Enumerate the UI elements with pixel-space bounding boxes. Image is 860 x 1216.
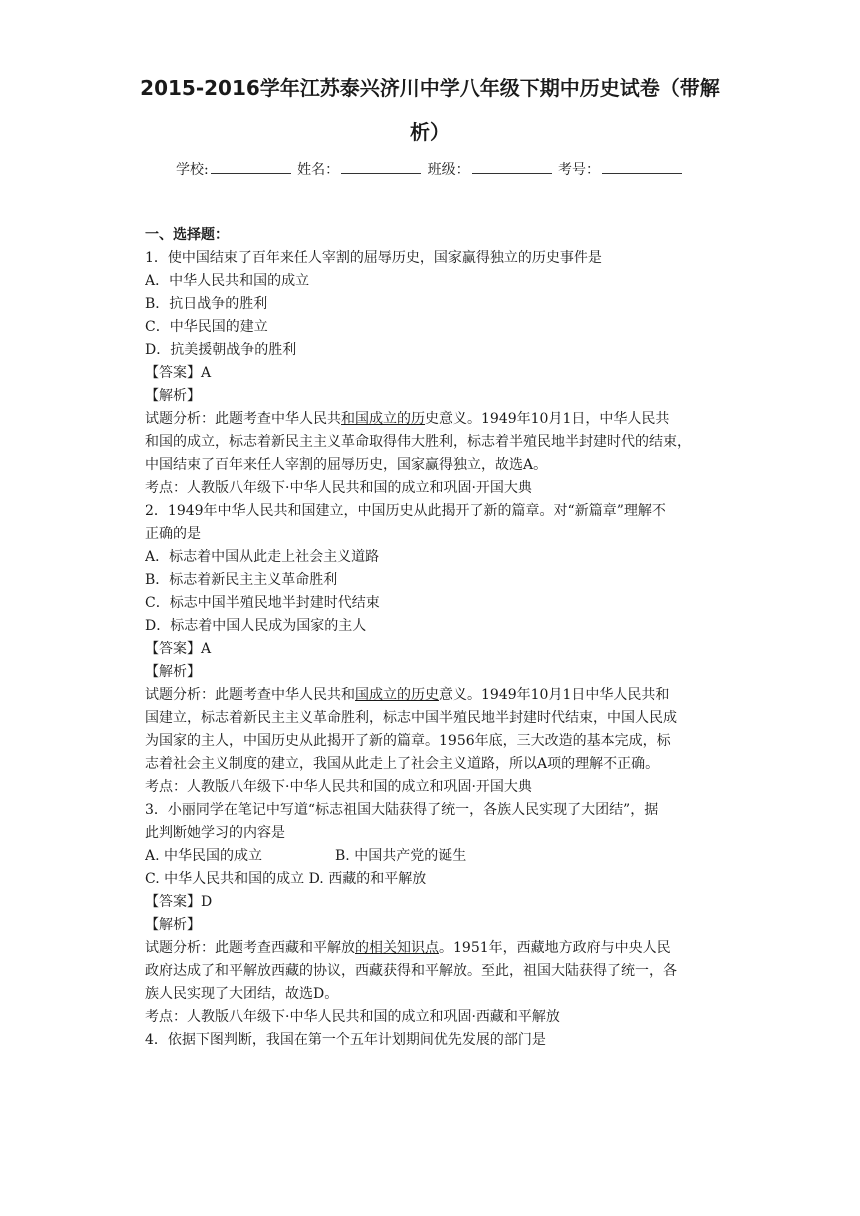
- q1-analysis-label: 【解析】: [145, 388, 201, 404]
- q2-stem-line-2: 正确的是: [145, 526, 201, 542]
- q1-answer: 【答案】A: [145, 365, 212, 381]
- q2-option-d: D．标志着中国人民成为国家的主人: [145, 618, 367, 634]
- q1-analysis-link[interactable]: 和国成立的历: [341, 411, 425, 427]
- q3-options-row-2: [145, 868, 725, 891]
- q3-analysis-line-2: 政府达成了和平解放西藏的协议，西藏获得和平解放。至此，祖国大陆获得了统一，各: [145, 963, 677, 979]
- q3-option-c: C. 中华人民共和国的成立: [145, 871, 305, 887]
- q1-analysis-text: 史意义。1949年10月1日，中华人民共: [425, 411, 670, 427]
- name-blank: [341, 159, 421, 174]
- q2-analysis-link[interactable]: 国成立的历史: [355, 687, 439, 703]
- q3-option-a: A. 中华民国的成立: [145, 848, 263, 864]
- q3-analysis-text: 试题分析：此题考查西藏和平解放: [145, 940, 355, 956]
- q2-analysis-text: 试题分析：此题考查中华人民共和: [145, 687, 355, 703]
- q2-analysis-text: 意义。1949年10月1日中华人民共和: [439, 687, 670, 703]
- q2-analysis-line-3: 为国家的主人，中国历史从此揭开了新的篇章。1956年底，三大改造的基本完成，标: [145, 733, 671, 749]
- q3-option-b: B. 中国共产党的诞生: [335, 848, 467, 864]
- q2-option-c: C．标志中国半殖民地半封建时代结束: [145, 595, 380, 611]
- section-heading: 一、选择题：: [145, 227, 229, 243]
- q2-point: 考点：人教版八年级下·中华人民共和国的成立和巩固·开国大典: [145, 779, 532, 795]
- q3-analysis-text: 。1951年，西藏地方政府与中央人民: [439, 940, 671, 956]
- q1-analysis-line-3: 中国结束了百年来任人宰割的屈辱历史，国家赢得独立，故选A。: [145, 457, 548, 473]
- q3-analysis-link[interactable]: 的相关知识点: [355, 940, 439, 956]
- class-blank: [472, 159, 552, 174]
- name-label: 姓名：: [297, 162, 340, 178]
- q1-option-b: B．抗日战争的胜利: [145, 296, 268, 312]
- q1-point: 考点：人教版八年级下·中华人民共和国的成立和巩固·开国大典: [145, 480, 532, 496]
- exam-number-blank: [602, 159, 682, 174]
- q3-answer: 【答案】D: [145, 894, 213, 910]
- q2-option-b: B．标志着新民主主义革命胜利: [145, 572, 338, 588]
- q2-option-a: A．标志着中国从此走上社会主义道路: [145, 549, 380, 565]
- q2-analysis-line-4: 志着社会主义制度的建立，我国从此走上了社会主义道路，所以A项的理解不正确。: [145, 756, 660, 772]
- class-label: 班级：: [427, 162, 470, 178]
- q1-stem: 1．使中国结束了百年来任人宰割的屈辱历史，国家赢得独立的历史事件是: [145, 250, 602, 266]
- school-blank: [211, 159, 291, 174]
- exam-number-label: 考号：: [558, 162, 601, 178]
- q1-analysis-line-1: [145, 408, 725, 431]
- document-title-line-1: 2015-2016学年江苏泰兴济川中学八年级下期中历史试卷（带解: [140, 76, 720, 100]
- document-body: [145, 224, 725, 1052]
- q3-point: 考点：人教版八年级下·中华人民共和国的成立和巩固·西藏和平解放: [145, 1009, 560, 1025]
- school-label: 学校:: [175, 162, 209, 178]
- q4-stem: 4．依据下图判断，我国在第一个五年计划期间优先发展的部门是: [145, 1032, 546, 1048]
- document-title-line-2: 析）: [410, 120, 450, 144]
- student-info-row: [0, 158, 860, 182]
- q3-analysis-line-1: [145, 937, 725, 960]
- q3-options-row-1: [145, 845, 725, 868]
- q2-answer: 【答案】A: [145, 641, 212, 657]
- q3-analysis-line-3: 族人民实现了大团结，故选D。: [145, 986, 339, 1002]
- q3-stem-line-2: 此判断她学习的内容是: [145, 825, 285, 841]
- q3-analysis-label: 【解析】: [145, 917, 201, 933]
- q2-stem-line-1: 2．1949年中华人民共和国建立，中国历史从此揭开了新的篇章。对“新篇章”理解不: [145, 503, 666, 519]
- q3-stem-line-1: 3．小丽同学在笔记中写道“标志祖国大陆获得了统一，各族人民实现了大团结”，据: [145, 802, 659, 818]
- q1-analysis-text: 试题分析：此题考查中华人民共: [145, 411, 341, 427]
- q1-option-a: A．中华人民共和国的成立: [145, 273, 310, 289]
- q2-analysis-line-1: [145, 684, 725, 707]
- q2-analysis-label: 【解析】: [145, 664, 201, 680]
- q2-analysis-line-2: 国建立，标志着新民主主义革命胜利，标志中国半殖民地半封建时代结束，中国人民成: [145, 710, 677, 726]
- q1-option-d: D．抗美援朝战争的胜利: [145, 342, 297, 358]
- q1-analysis-line-2: 和国的成立，标志着新民主主义革命取得伟大胜利，标志着半殖民地半封建时代的结束，: [145, 434, 691, 450]
- q3-option-d: D. 西藏的和平解放: [308, 871, 427, 887]
- q1-option-c: C．中华民国的建立: [145, 319, 268, 335]
